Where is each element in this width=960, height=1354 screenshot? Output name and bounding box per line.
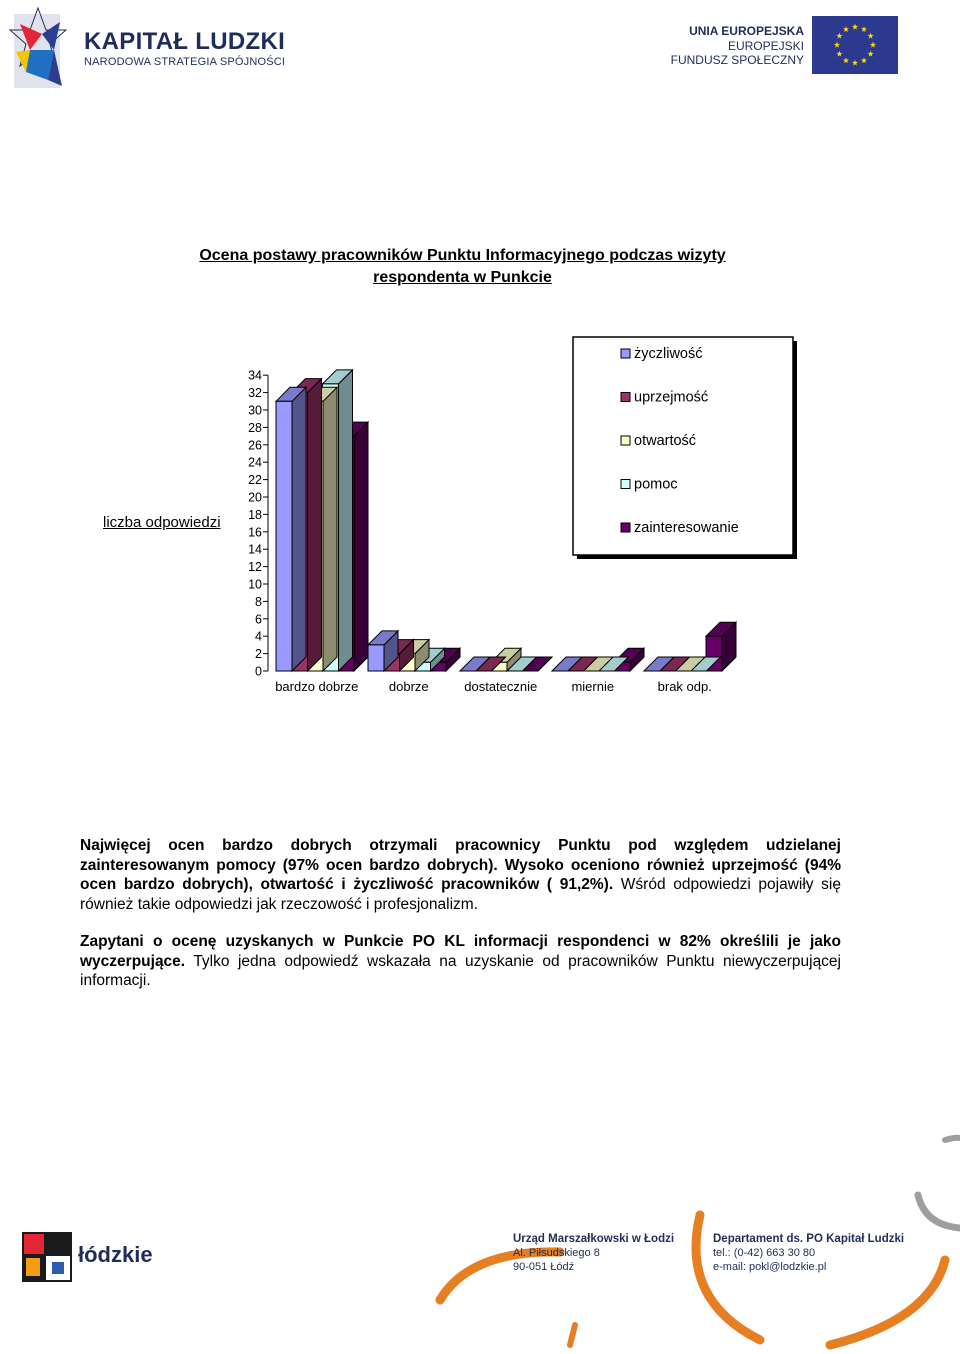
legend-label: pomoc [634,476,678,493]
y-tick-label: 24 [248,455,262,470]
kapital-ludzki-subtitle: NARODOWA STRATEGIA SPÓJNOŚCI [84,56,286,68]
lodzkie-mark-icon [22,1232,72,1282]
eu-line-2: EUROPEJSKI [727,39,804,53]
y-tick-label: 6 [255,612,262,627]
y-tick-label: 0 [255,664,262,679]
footer-office-city: 90-051 Łódź [513,1261,575,1273]
legend-label: życzliwość [634,346,703,362]
y-tick-label: 28 [248,420,262,435]
legend-label: otwartość [634,433,697,449]
paragraph-2-bold: Zapytani o ocenę uzyskanych w Punkcie PO KL informacji respondenci w 82% określili je jako wyczerpujące. [80,933,841,970]
footer-office-street: Al. Piłsudskiego 8 [513,1247,600,1259]
legend-label: uprzejmość [634,389,709,406]
footer-office-address [513,1232,674,1274]
footer-department-phone: tel.: (0-42) 663 30 80 [713,1247,816,1259]
lodzkie-text: łódzkie [78,1242,153,1267]
footer-department-title: Departament ds. PO Kapitał Ludzki [713,1233,905,1245]
y-tick-label: 4 [255,629,262,644]
footer-office-title: Urząd Marszałkowski w Łodzi [513,1233,675,1245]
footer-department-contact [713,1232,904,1274]
paragraph-1-bold: Najwięcej ocen bardzo dobrych otrzymali pracownicy Punktu pod względem udzielanej zainteresowanym pomocy (97% ocen bardzo dobrych). Wysoko oceniono również uprzejmość (94% ocen bardzo dobrych), otwartość i życzliwość pracowników ( 91,2%). [80,837,841,893]
y-tick-label: 16 [248,525,262,540]
y-tick-label: 14 [248,542,262,557]
page-title-line-1: Ocena postawy pracowników Punktu Informacyjnego podczas wizyty [199,247,726,264]
kapital-ludzki-title: KAPITAŁ LUDZKI [84,28,286,55]
grey-arc-upper [945,1138,960,1140]
grey-arc-lower [918,1195,960,1228]
x-tick-label: dostatecznie [464,679,538,694]
y-tick-label: 26 [248,438,262,453]
paragraph-2-rest: Tylko jedna odpowiedź wskazała na uzyskanie od pracowników Punktu niewyczerpującej informacji. [80,952,841,989]
x-tick-label: miernie [571,679,615,694]
chart-y-axis-label: liczba odpowiedzi [103,514,221,531]
x-tick-label: dobrze [388,679,429,694]
y-tick-label: 30 [248,403,262,418]
y-tick-label: 8 [255,594,262,609]
legend-label: zainteresowanie [634,520,739,536]
x-tick-label: brak odp. [657,679,712,694]
eu-line-3: FUNDUSZ SPOŁECZNY [670,53,804,67]
x-tick-label: bardzo dobrze [275,679,359,694]
y-tick-label: 10 [248,577,262,592]
y-tick-label: 12 [248,560,262,575]
y-tick-label: 20 [248,490,262,505]
lodzkie-logo [22,1232,157,1284]
y-tick-label: 18 [248,507,262,522]
eu-line-1: UNIA EUROPEJSKA [689,24,804,38]
y-tick-label: 2 [255,647,262,662]
footer-department-email: e-mail: pokl@lodzkie.pl [713,1261,827,1273]
page-title-line-2: respondenta w Punkcie [373,269,552,286]
y-tick-label: 32 [248,386,262,401]
orange-dash [570,1325,575,1345]
paragraph-1-rest: Wśród odpowiedzi pojawiły się również takie odpowiedzi jak rzeczowość i profesjonalizm. [80,876,841,913]
y-tick-label: 34 [248,368,262,383]
y-tick-label: 22 [248,473,262,488]
